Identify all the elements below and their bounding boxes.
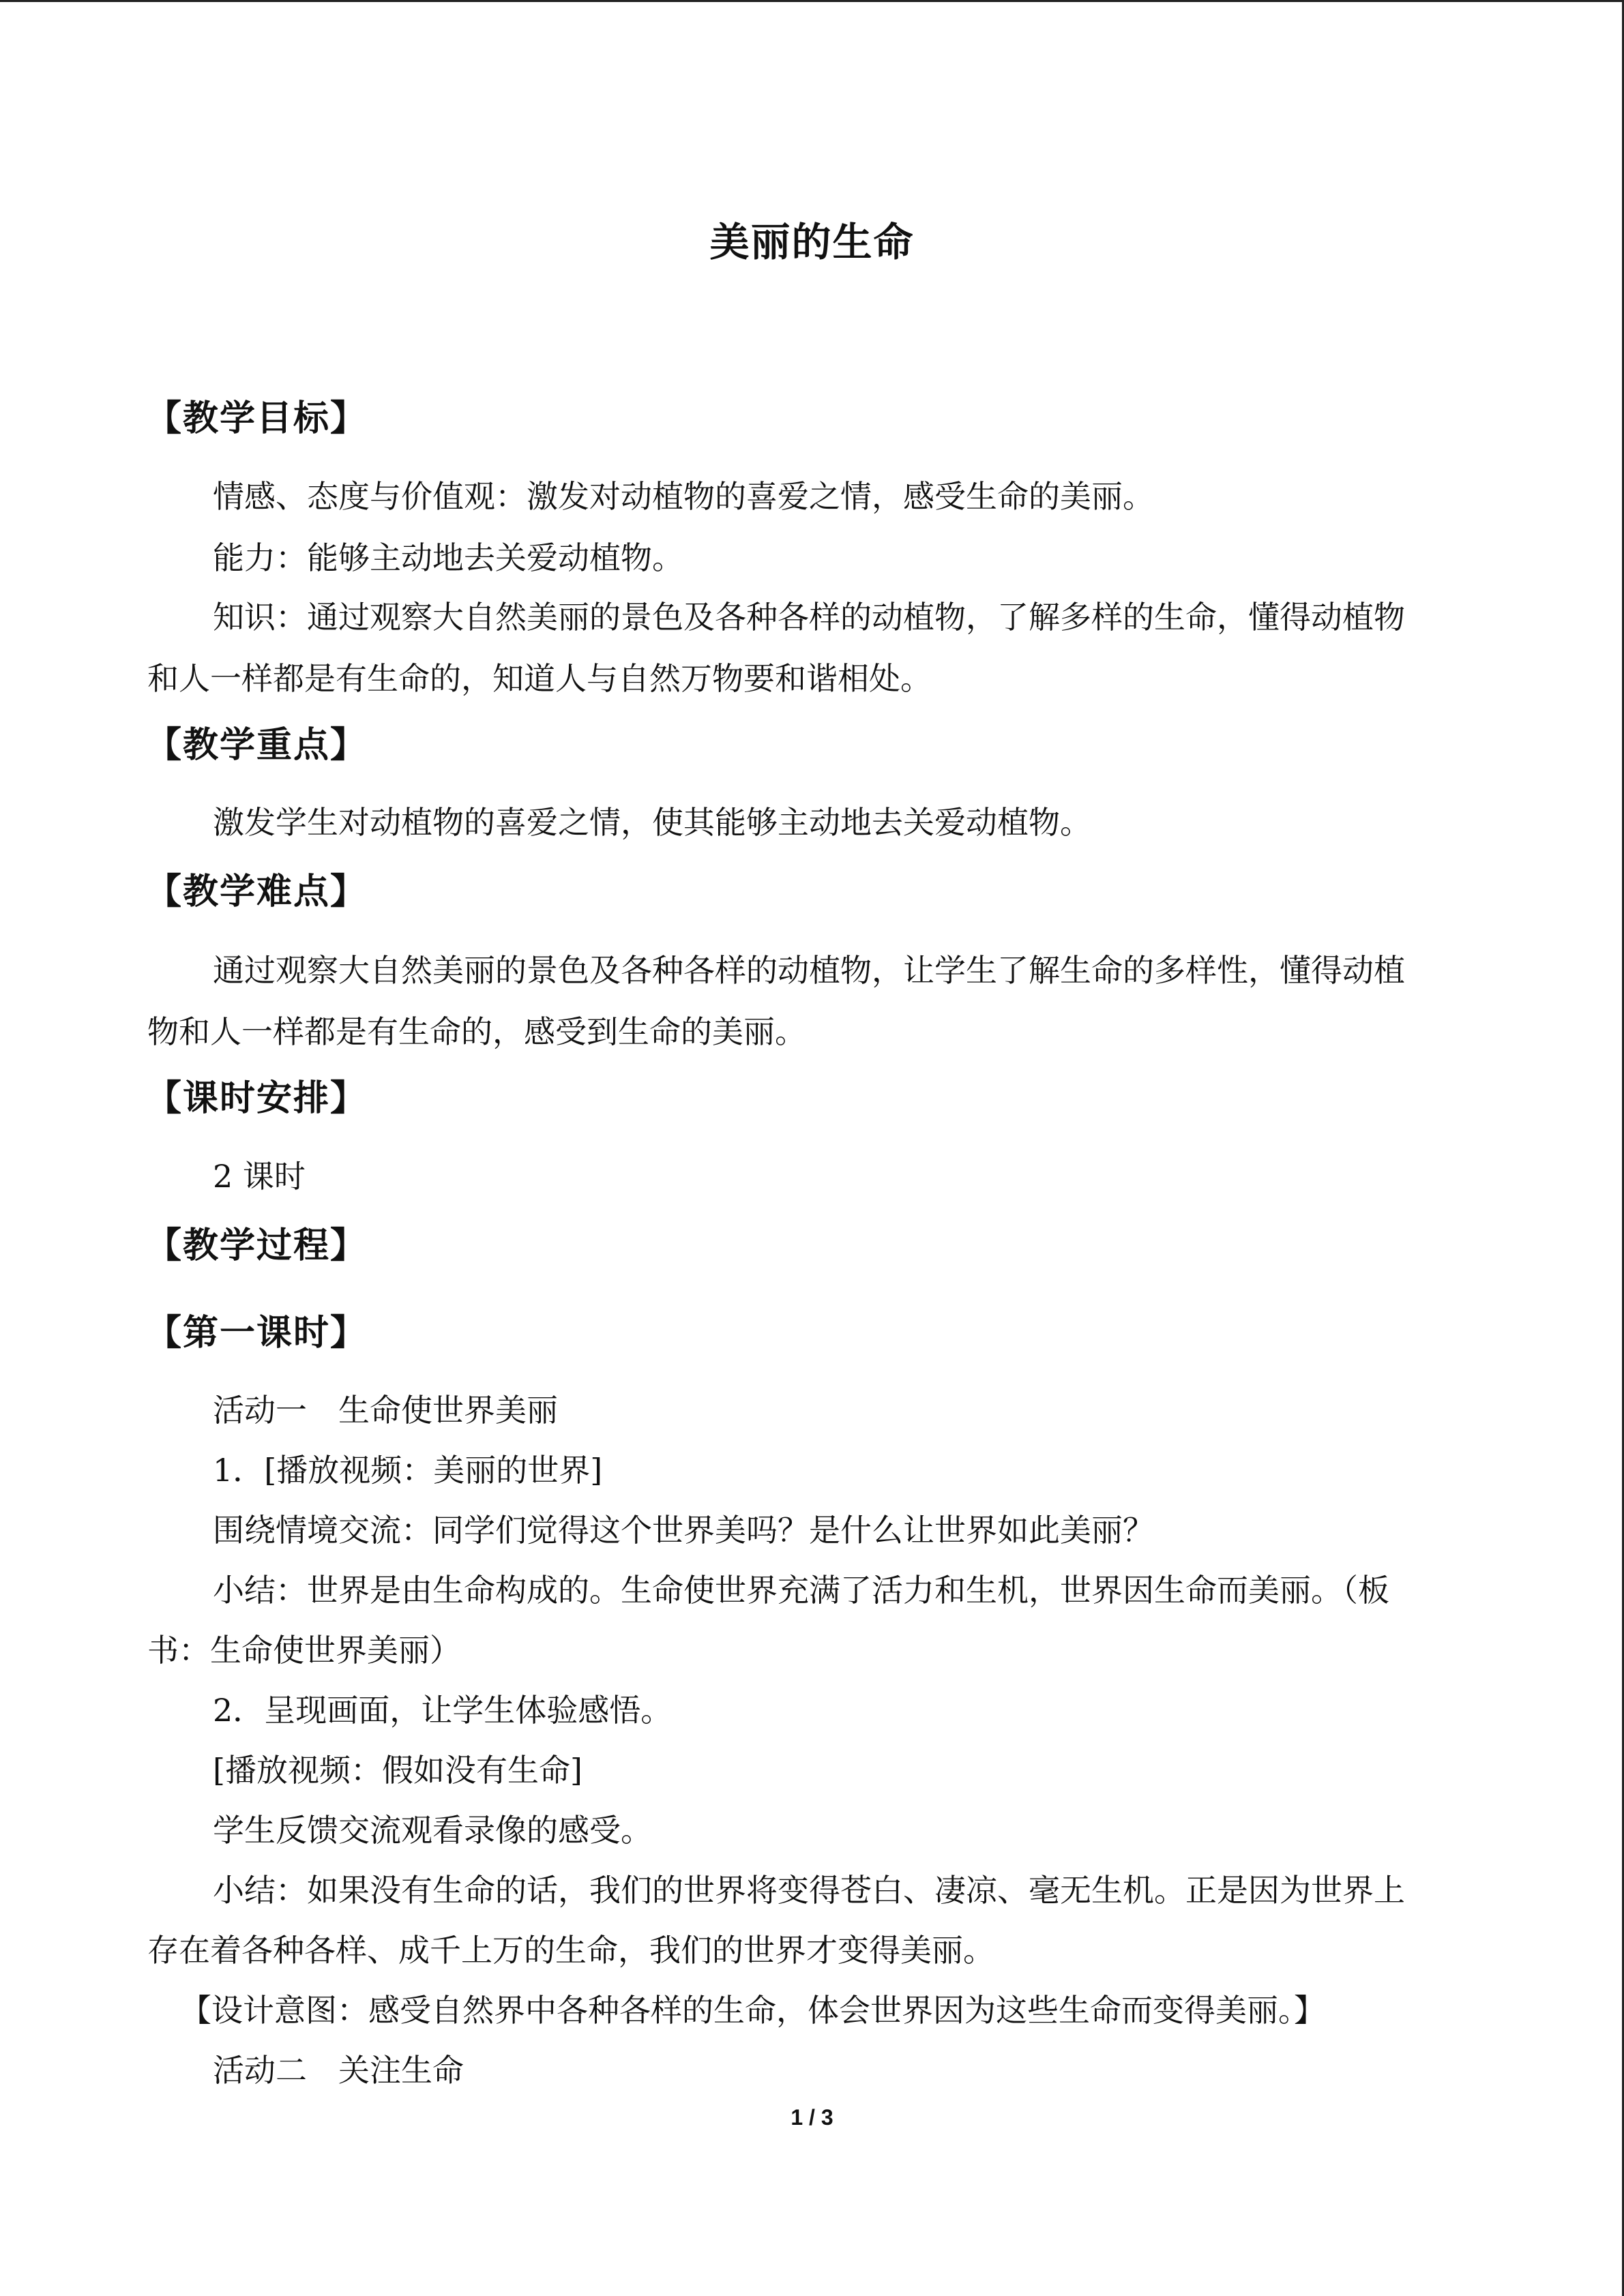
- lesson1-line: 小结：世界是由生命构成的。生命使世界充满了活力和生机，世界因生命而美丽。（板: [213, 1572, 1389, 1609]
- lesson1-line: 学生反馈交流观看录像的感受。: [213, 1812, 652, 1849]
- heading-difficulties: 【教学难点】: [146, 871, 368, 912]
- goals-paragraph-3b: 和人一样都是有生命的，知道人与自然万物要和谐相处。: [147, 660, 932, 697]
- lesson1-line: [播放视频：假如没有生命]: [213, 1752, 582, 1789]
- lesson1-line: 1．[播放视频：美丽的世界]: [213, 1452, 603, 1489]
- goals-paragraph-3a: 知识：通过观察大自然美丽的景色及各种各样的动植物，了解多样的生命，懂得动植物: [213, 599, 1405, 636]
- lesson1-line: 书：生命使世界美丽）: [147, 1632, 461, 1669]
- goals-paragraph-1: 情感、态度与价值观：激发对动植物的喜爱之情，感受生命的美丽。: [213, 478, 1154, 515]
- lesson1-line: 小结：如果没有生命的话，我们的世界将变得苍白、凄凉、毫无生机。正是因为世界上: [213, 1872, 1405, 1909]
- difficulty-paragraph-1b: 物和人一样都是有生命的，感受到生命的美丽。: [147, 1013, 806, 1050]
- heading-process: 【教学过程】: [146, 1225, 368, 1266]
- key-paragraph-1: 激发学生对动植物的喜爱之情，使其能够主动地去关爱动植物。: [213, 804, 1091, 841]
- page-title: 美丽的生命: [709, 219, 915, 265]
- lesson1-design-intent: 【设计意图：感受自然界中各种各样的生命，体会世界因为这些生命而变得美丽。】: [180, 1992, 1325, 2029]
- lesson1-line: 2．呈现画面，让学生体验感悟。: [213, 1692, 673, 1729]
- lesson1-line: 活动二 关注生命: [213, 2052, 464, 2089]
- goals-paragraph-2: 能力：能够主动地去关爱动植物。: [213, 539, 683, 576]
- heading-lesson-1: 【第一课时】: [146, 1313, 368, 1354]
- difficulty-paragraph-1a: 通过观察大自然美丽的景色及各种各样的动植物，让学生了解生命的多样性，懂得动植: [213, 952, 1405, 989]
- heading-key-points: 【教学重点】: [146, 725, 368, 766]
- lesson1-line: 存在着各种各样、成千上万的生命，我们的世界才变得美丽。: [147, 1932, 994, 1969]
- lesson1-line: 围绕情境交流：同学们觉得这个世界美吗？是什么让世界如此美丽？: [213, 1512, 1154, 1549]
- schedule-paragraph-1: 2 课时: [213, 1158, 306, 1195]
- page-number: 1 / 3: [791, 2105, 833, 2130]
- lesson1-line: 活动一 生命使世界美丽: [213, 1392, 558, 1429]
- heading-schedule: 【课时安排】: [146, 1078, 368, 1119]
- heading-teaching-goals: 【教学目标】: [146, 398, 368, 439]
